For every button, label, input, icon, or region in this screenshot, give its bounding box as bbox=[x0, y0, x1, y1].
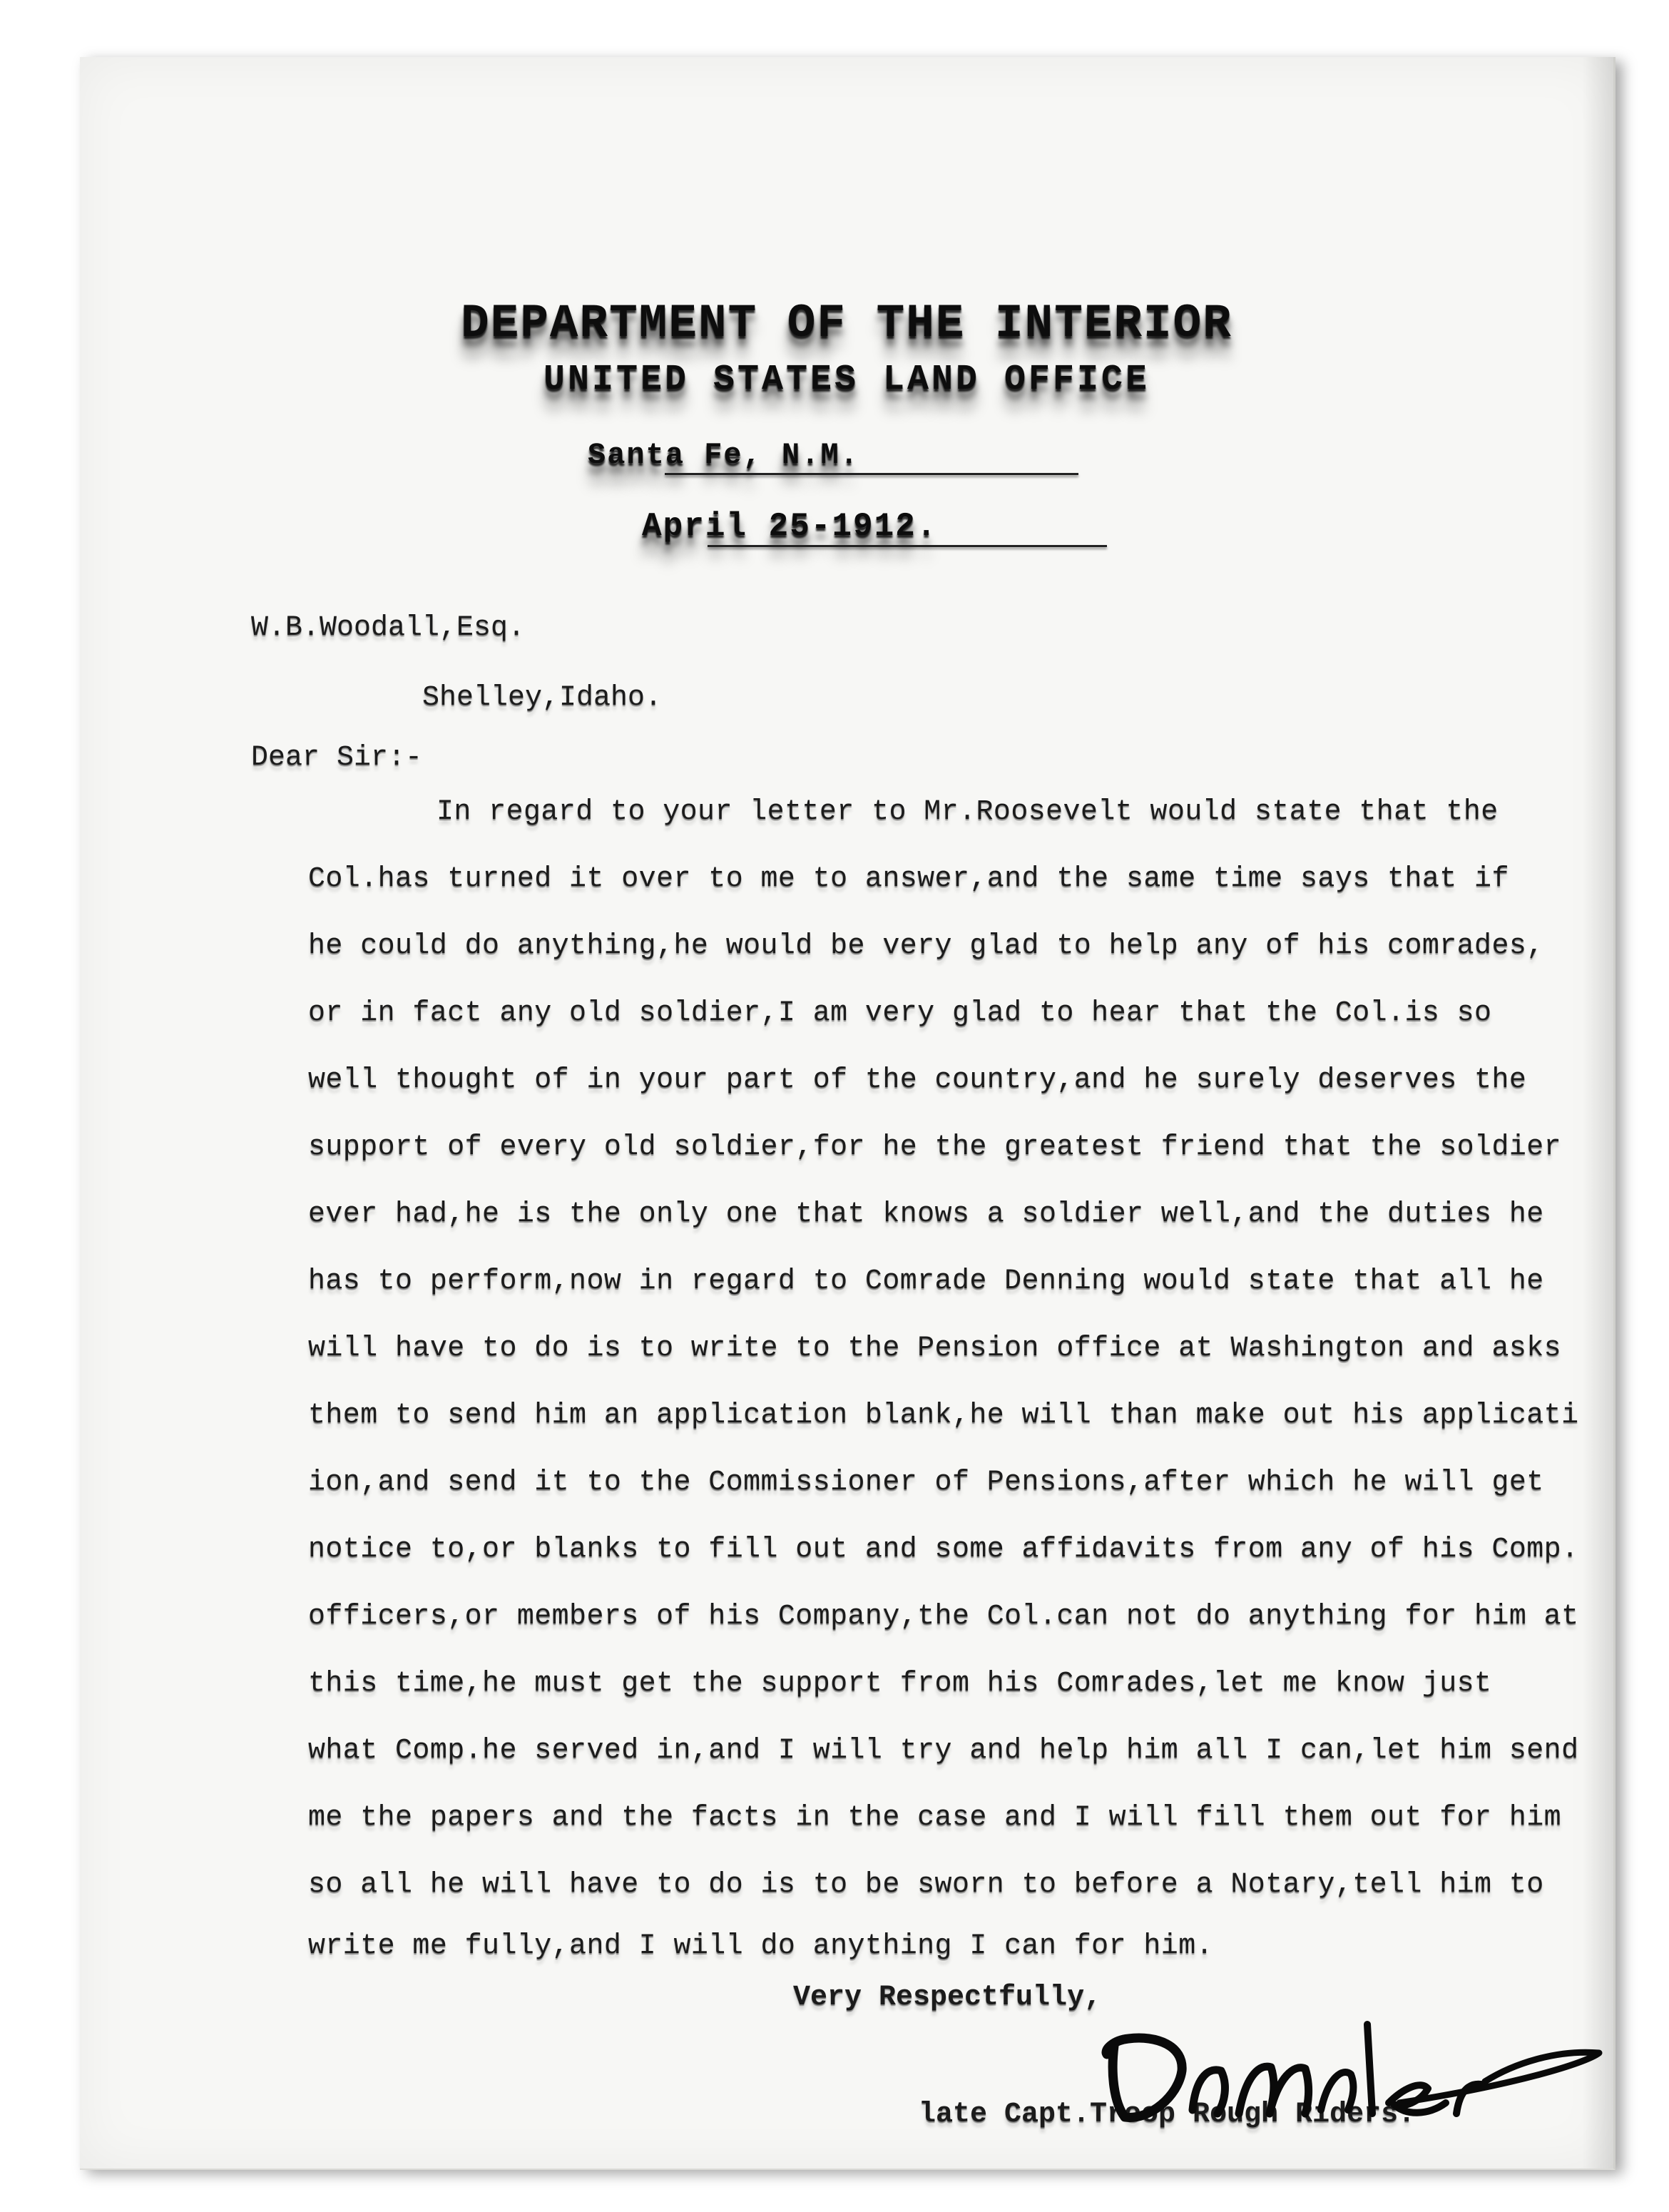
letterhead-place: Santa Fe, N.M. bbox=[588, 438, 859, 472]
letter-date: April 25-1912. bbox=[642, 508, 938, 545]
salutation: Dear Sir:- bbox=[251, 742, 423, 774]
body-line: In regard to your letter to Mr.Roosevelt would state that the bbox=[437, 796, 1499, 828]
body-line: them to send him an application blank,he will than make out his applicati bbox=[308, 1400, 1579, 1432]
handwritten-signature bbox=[1086, 1996, 1628, 2139]
recipient-city: Shelley,Idaho. bbox=[422, 682, 663, 714]
body-line: notice to,or blanks to fill out and some affidavits from any of his Comp. bbox=[308, 1534, 1579, 1566]
body-line: officers,or members of his Company,the Col.can not do anything for him at bbox=[308, 1601, 1579, 1633]
body-line: ion,and send it to the Commissioner of Pensions,after which he will get bbox=[308, 1467, 1544, 1499]
place-underline bbox=[665, 473, 1078, 475]
body-line: write me fully,and I will do anything I can for him. bbox=[308, 1930, 1214, 1962]
body-line: has to perform,now in regard to Comrade Denning would state that all he bbox=[308, 1265, 1544, 1298]
body-line: me the papers and the facts in the case and I will fill them out for him bbox=[308, 1802, 1562, 1834]
body-line: he could do anything,he would be very glad to help any of his comrades, bbox=[308, 930, 1544, 962]
date-underline bbox=[708, 545, 1107, 547]
recipient-name: W.B.Woodall,Esq. bbox=[251, 612, 526, 644]
signoff-title: late Capt.Troop Rough Riders. bbox=[919, 2099, 1416, 2131]
body-line: so all he will have to do is to be sworn to before a Notary,tell him to bbox=[308, 1869, 1544, 1901]
letter-sheet bbox=[80, 57, 1616, 2170]
body-line: this time,he must get the support from his Comrades,let me know just bbox=[308, 1668, 1492, 1700]
body-line: well thought of in your part of the country,and he surely deserves the bbox=[308, 1064, 1527, 1096]
closing: Very Respectfully, bbox=[793, 1982, 1102, 2014]
letterhead-office: UNITED STATES LAND OFFICE bbox=[543, 360, 1150, 400]
body-line: or in fact any old soldier,I am very glad to hear that the Col.is so bbox=[308, 997, 1492, 1029]
letterhead-department: DEPARTMENT OF THE INTERIOR bbox=[461, 297, 1232, 350]
body-line: will have to do is to write to the Pension office at Washington and asks bbox=[308, 1332, 1562, 1365]
body-line: what Comp.he served in,and I will try and help him all I can,let him send bbox=[308, 1735, 1579, 1767]
body-line: ever had,he is the only one that knows a soldier well,and the duties he bbox=[308, 1198, 1544, 1230]
body-line: support of every old soldier,for he the greatest friend that the soldier bbox=[308, 1131, 1562, 1163]
body-line: Col.has turned it over to me to answer,and the same time says that if bbox=[308, 863, 1509, 895]
